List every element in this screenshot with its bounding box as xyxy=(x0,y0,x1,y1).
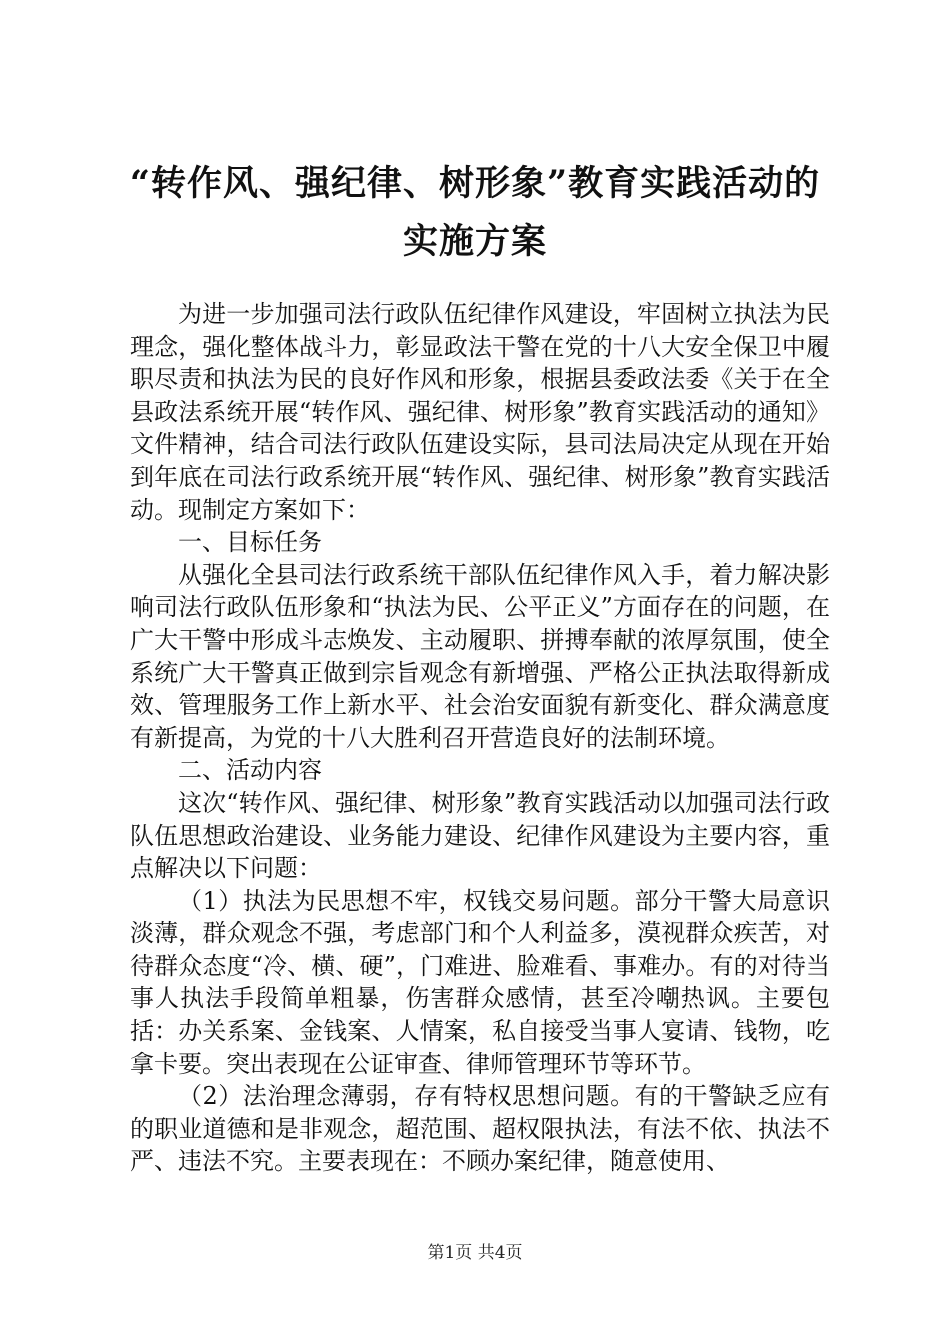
document-title-line-2: 实施方案 xyxy=(402,221,547,262)
page-footer: 第1页 共4页 xyxy=(427,1243,523,1263)
document-title-line-1: “转作风、强纪律、树形象”教育实践活动的 xyxy=(129,163,821,204)
document-body xyxy=(130,298,830,1178)
section-heading-content: 二、活动内容 xyxy=(178,756,322,785)
paragraph-intro: 为进一步加强司法行政队伍纪律作风建设，牢固树立执法为民理念，强化整体战斗力，彰显政法干警在党的十八大安全保卫中履职尽责和执法为民的良好作风和形象，根据县委政法委《关于在全县政法系统开展“转作风、强纪律、树形象”教育实践活动的通知》文件精神，结合司法行政队伍建设实际，县司法局决定从现在开始到年底在司法行政系统开展“转作风、强纪律、树形象”教育实践活动。现制定方案如下： xyxy=(130,300,830,524)
paragraph-issue-2: （2）法治理念薄弱，存有特权思想问题。有的干警缺乏应有的职业道德和是非观念，超范围、超权限执法，有法不依、执法不严、违法不究。主要表现在：不顾办案纪律，随意使用、 xyxy=(130,1082,830,1176)
paragraph-goals: 从强化全县司法行政系统干部队伍纪律作风入手，着力解决影响司法行政队伍形象和“执法为民、公平正义”方面存在的问题，在广大干警中形成斗志焕发、主动履职、拼搏奉献的浓厚氛围，使全系统广大干警真正做到宗旨观念有新增强、严格公正执法取得新成效、管理服务工作上新水平、社会治安面貌有新变化、群众满意度有新提高，为党的十八大胜利召开营造良好的法制环境。 xyxy=(130,560,830,752)
paragraph-issue-1: （1）执法为民思想不牢，权钱交易问题。部分干警大局意识淡薄，群众观念不强，考虑部门和个人利益多，漠视群众疾苦，对待群众态度“冷、横、硬”，门难进、脸难看、事难办。有的对待当事人执法手段简单粗暴，伤害群众感情，甚至冷嘲热讽。主要包括：办关系案、金钱案、人情案，私自接受当事人宴请、钱物，吃拿卡要。突出表现在公证审查、律师管理环节等环节。 xyxy=(130,886,830,1078)
section-heading-goals: 一、目标任务 xyxy=(178,528,322,557)
paragraph-content: 这次“转作风、强纪律、树形象”教育实践活动以加强司法行政队伍思想政治建设、业务能力建设、纪律作风建设为主要内容，重点解决以下问题： xyxy=(130,788,830,883)
